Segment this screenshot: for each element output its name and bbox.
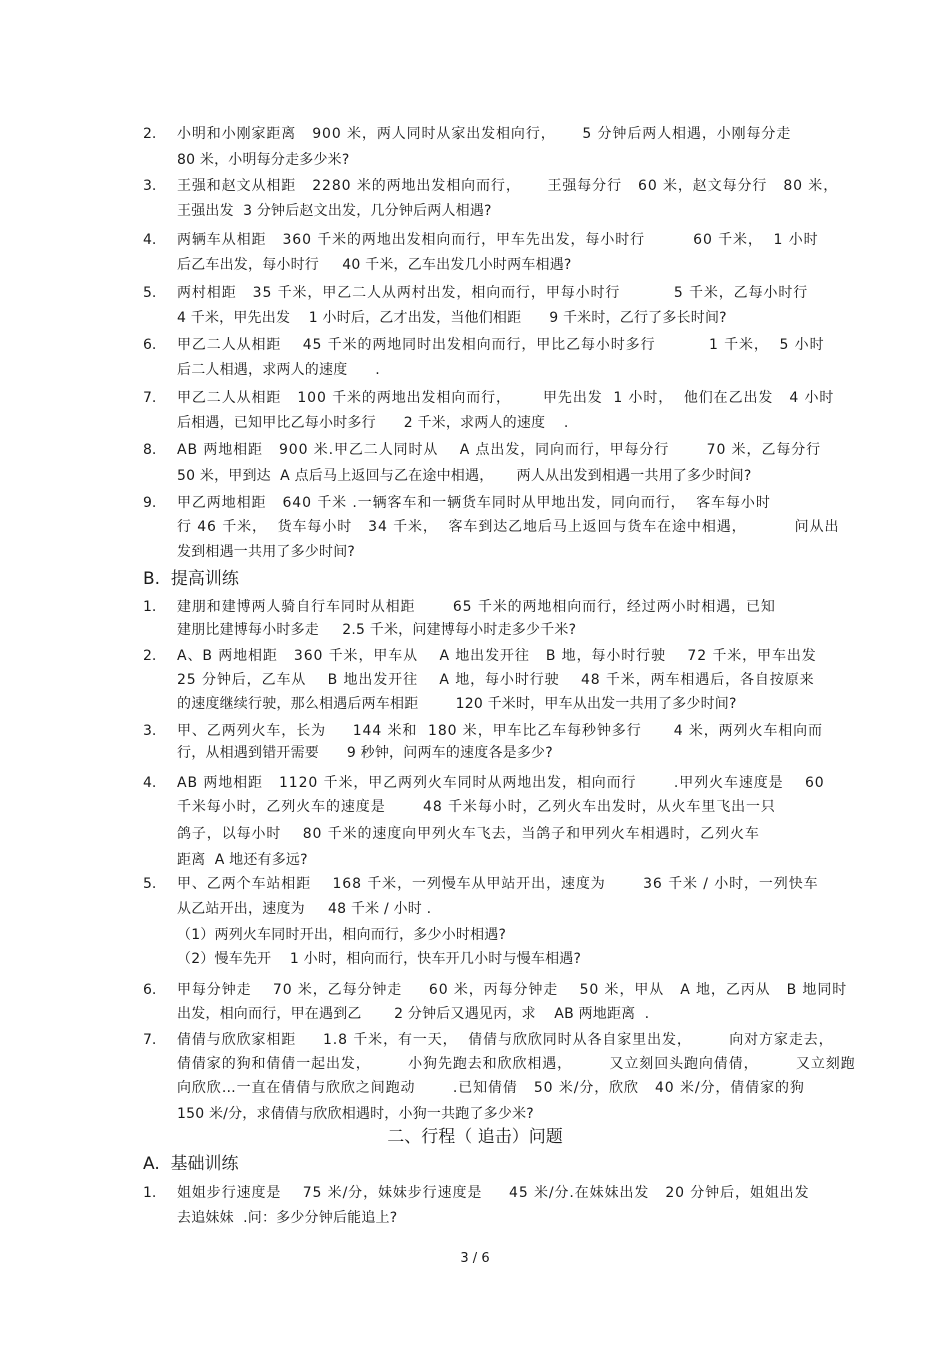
problem-text: 发到相遇一共用了多少时间?	[177, 544, 356, 560]
problem-text: 甲乙二人从相距 45 千米的两地同时出发相向而行，甲比乙每小时多行 1 千米， 5 小时	[177, 337, 825, 353]
problem-number: 3.	[143, 723, 157, 739]
problem-text: 出发，相向而行，甲在遇到乙 2 分钟后又遇见丙，求 AB 两地距离 .	[177, 1006, 650, 1022]
problem-number: 9.	[143, 495, 157, 511]
problem-text: 25 分钟后，乙车从 B 地出发开往 A 地，每小时行驶 48 千米，两车相遇后，各自按原来	[177, 672, 815, 688]
problem-text: 王强和赵文从相距 2280 米的两地出发相向而行， 王强每分行 60 米，赵文每分行 80 米，	[177, 178, 839, 194]
problem-number: 1.	[143, 1185, 157, 1201]
problem-text: 倩倩与欣欣家相距 1.8 千米，有一天， 倩倩与欣欣同时从各自家里出发， 向对方家走去，	[177, 1032, 834, 1048]
problem-text: AB 两地相距 900 米.甲乙二人同时从 A 点出发，同向而行，甲每分行 70 米，乙每分行	[177, 442, 822, 458]
problem-text: 甲每分钟走 70 米，乙每分钟走 60 米，丙每分钟走 50 米，甲从 A 地，乙丙从 B 地同时	[177, 982, 848, 998]
problem-text: 后相遇，已知甲比乙每小时多行 2 千米，求两人的速度 .	[177, 415, 569, 431]
problem-text: 王强出发 3 分钟后赵文出发，几分钟后两人相遇?	[177, 203, 492, 219]
problem-subquestion: （2）慢车先开 1 小时，相向而行，快车开几小时与慢车相遇?	[177, 951, 582, 967]
problem-text: 后乙车出发，每小时行 40 千米，乙车出发几小时两车相遇?	[177, 257, 572, 273]
problem-text: 小明和小刚家距离 900 米，两人同时从家出发相向行， 5 分钟后两人相遇，小刚每分走	[177, 126, 792, 142]
problem-number: 8.	[143, 442, 157, 458]
problem-text: 从乙站开出，速度为 48 千米 / 小时 .	[177, 901, 432, 917]
problem-text: A、B 两地相距 360 千米，甲车从 A 地出发开往 B 地，每小时行驶 72 千米，甲车出发	[177, 648, 817, 664]
problem-subquestion: （1）两列火车同时开出，相向而行，多少小时相遇?	[177, 927, 507, 943]
problem-text: 甲乙两地相距 640 千米 .一辆客车和一辆货车同时从甲地出发，同向而行， 客车每小时	[177, 495, 771, 511]
problem-text: 向欣欣…一直在倩倩与欣欣之间跑动 .已知倩倩 50 米/分，欣欣 40 米/分，倩倩家的狗	[177, 1080, 805, 1096]
problem-text: 80 米，小明每分走多少米?	[177, 152, 350, 168]
section-heading-b: B. 提高训练	[143, 569, 239, 589]
problem-text: 姐姐步行速度是 75 米/分，妹妹步行速度是 45 米/分.在妹妹出发 20 分钟后，姐姐出发	[177, 1185, 810, 1201]
problem-text: 的速度继续行驶，那么相遇后两车相距 120 千米时，甲车从出发一共用了多少时间?	[177, 696, 737, 712]
problem-text: 行，从相遇到错开需要 9 秒钟，问两车的速度各是多少?	[177, 745, 553, 761]
problem-text: 建朋和建博两人骑自行车同时从相距 65 千米的两地相向而行，经过两小时相遇，已知	[177, 599, 776, 615]
problem-text: 4 千米，甲先出发 1 小时后，乙才出发，当他们相距 9 千米时，乙行了多长时间?	[177, 310, 727, 326]
problem-number: 1.	[143, 599, 157, 615]
problem-number: 7.	[143, 390, 157, 406]
problem-text: 距离 A 地还有多远?	[177, 852, 308, 868]
problem-number: 6.	[143, 982, 157, 998]
problem-text: 甲乙二人从相距 100 千米的两地出发相向而行， 甲先出发 1 小时， 他们在乙出发 4 小时	[177, 390, 835, 406]
problem-text: 150 米/分，求倩倩与欣欣相遇时，小狗一共跑了多少米?	[177, 1106, 534, 1122]
problem-text: 后二人相遇，求两人的速度 .	[177, 362, 380, 378]
problem-number: 5.	[143, 876, 157, 892]
problem-text: 去追妹妹 .问：多少分钟后能追上?	[177, 1210, 398, 1226]
problem-text: 甲、乙两个车站相距 168 千米，一列慢车从甲站开出，速度为 36 千米 / 小时，一列快车	[177, 876, 819, 892]
problem-text: 倩倩家的狗和倩倩一起出发， 小狗先跑去和欣欣相遇， 又立刻回头跑向倩倩， 又立刻跑	[177, 1056, 856, 1072]
problem-text: 鸽子，以每小时 80 千米的速度向甲列火车飞去，当鸽子和甲列火车相遇时，乙列火车	[177, 826, 760, 842]
problem-number: 6.	[143, 337, 157, 353]
page-number: 3 / 6	[460, 1251, 490, 1266]
section-heading-a: A. 基础训练	[143, 1154, 239, 1174]
problem-number: 5.	[143, 285, 157, 301]
problem-text: 两村相距 35 千米，甲乙二人从两村出发，相向而行，甲每小时行 5 千米，乙每小时行	[177, 285, 809, 301]
chapter-title: 二、行程（ 追击）问题	[387, 1127, 563, 1147]
problem-text: 两辆车从相距 360 千米的两地出发相向而行，甲车先出发，每小时行 60 千米， 1 小时	[177, 232, 819, 248]
problem-number: 2.	[143, 648, 157, 664]
problem-text: 甲、乙两列火车，长为 144 米和 180 米，甲车比乙车每秒钟多行 4 米，两列火车相向而	[177, 723, 823, 739]
problem-text: AB 两地相距 1120 千米，甲乙两列火车同时从两地出发，相向而行 .甲列火车速度是 60	[177, 775, 825, 791]
problem-text: 行 46 千米， 货车每小时 34 千米， 客车到达乙地后马上返回与货车在途中相遇， 问从出	[177, 519, 840, 535]
problem-number: 3.	[143, 178, 157, 194]
problem-number: 7.	[143, 1032, 157, 1048]
problem-text: 50 米，甲到达 A 点后马上返回与乙在途中相遇， 两人从出发到相遇一共用了多少时间?	[177, 468, 752, 484]
problem-number: 2.	[143, 126, 157, 142]
problem-text: 建朋比建博每小时多走 2.5 千米，问建博每小时走多少千米?	[177, 622, 577, 638]
problem-number: 4.	[143, 775, 157, 791]
problem-text: 千米每小时，乙列火车的速度是 48 千米每小时，乙列火车出发时，从火车里飞出一只	[177, 799, 776, 815]
problem-number: 4.	[143, 232, 157, 248]
